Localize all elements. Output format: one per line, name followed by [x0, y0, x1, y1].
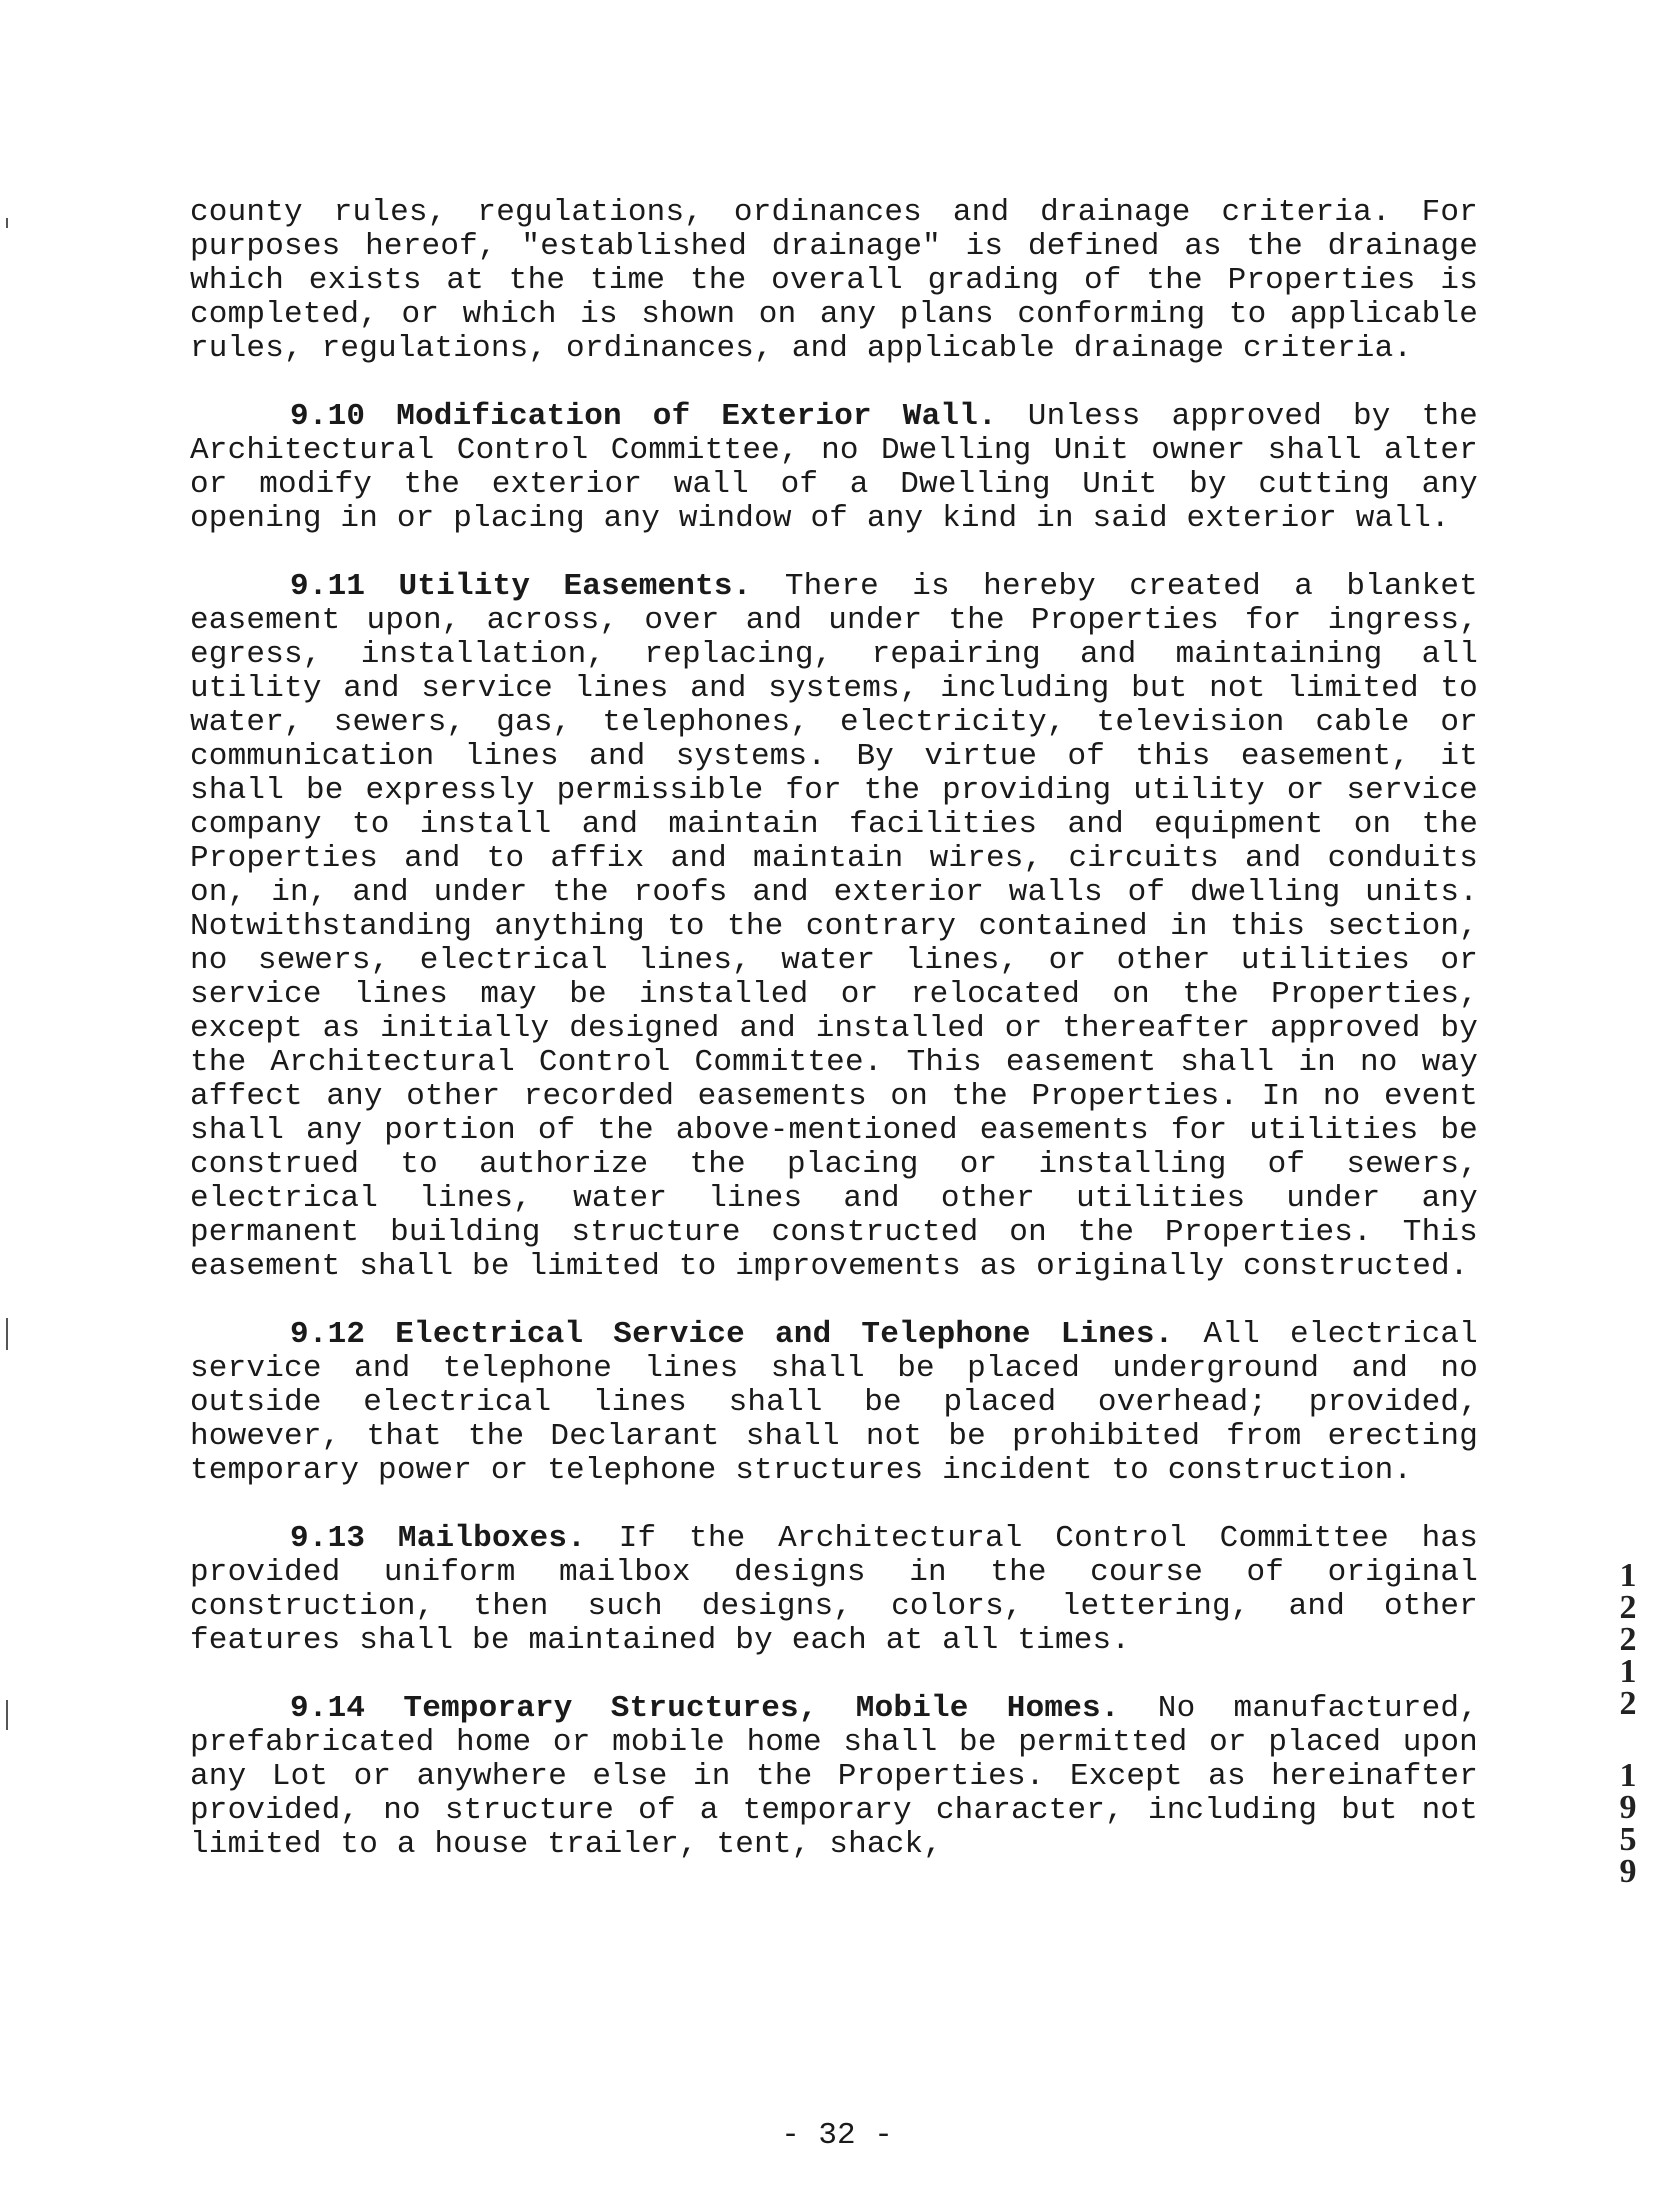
section-body: There is hereby created a blanket easement upon, across, over and under the Properties for ingress, egress, installation, replacing, repairing and maintaining all utility and service lines and systems, including but not limited to water, sewers, gas, telephones, electricity, television cable or communication lines and systems. By virtue of this easement, it shall be expressly permissible for the providing utility or service company to install and maintain facilities and equipment on the Properties and to affix and maintain wires, circuits and conduits on, in, and under the roofs and exterior walls of dwelling units. Notwithstanding anything to the contrary contained in this section, no sewers, electrical lines, water lines, or other utilities or service lines may be installed or relocated on the Properties, except as initially designed and installed or thereafter approved by the Architectural Control Committee. This easement shall in no way affect any other recorded easements on the Properties. In no event shall any portion of the above-mentioned easements for utilities be construed to authorize the placing or installing of sewers, electrical lines, water lines and other utilities under any permanent building structure constructed on the Properties. This easement shall be limited to improvements as originally constructed.: [190, 569, 1478, 1284]
section-body: If the Architectural Control Committee has provided uniform mailbox designs in the course of original construction, then such designs, colors, lettering, and other features shall be maintained by each at all times.: [190, 1521, 1479, 1658]
stamp-digit: 5: [1619, 1821, 1637, 1858]
stamp-digit: 2: [1619, 1589, 1637, 1626]
section-9-13: [190, 1522, 1478, 1658]
continued-paragraph: county rules, regulations, ordinances and drainage criteria. For purposes hereof, "established drainage" is defined as the drainage which exists at the time the overall grading of the Properties is completed, or which is shown on any plans conforming to applicable rules, regulations, ordinances, and applicable drainage criteria.: [190, 195, 1478, 366]
section-9-10: [190, 400, 1478, 536]
document-body: [190, 196, 1478, 1896]
scan-artifact-mark: [6, 1318, 8, 1350]
stamp-digit: 1: [1619, 1653, 1637, 1690]
margin-stamp-top: [1608, 1557, 1648, 1722]
section-body: Unless approved by the Architectural Control Committee, no Dwelling Unit owner shall alter or modify the exterior wall of a Dwelling Unit by cutting any opening in or placing any window of any kind in said exterior wall.: [190, 399, 1478, 536]
stamp-digit: 1: [1619, 1757, 1637, 1794]
page-number: - 32 -: [781, 2118, 893, 2153]
scan-artifact-mark: [6, 1700, 8, 1730]
stamp-digit: 2: [1619, 1685, 1637, 1722]
scan-artifact-mark: [6, 218, 8, 228]
section-body: No manufactured, prefabricated home or mobile home shall be permitted or placed upon any Lot or anywhere else in the Properties. Except as hereinafter provided, no structure of a temporary character, including but not limited to a house trailer, tent, shack,: [190, 1691, 1479, 1862]
section-body: All electrical service and telephone lines shall be placed underground and no outside electrical lines shall be placed overhead; provided, however, that the Declarant shall not be prohibited from erecting temporary power or telephone structures incident to construction.: [190, 1317, 1478, 1488]
margin-stamp-bottom: [1608, 1757, 1648, 1890]
section-heading: 9.14 Temporary Structures, Mobile Homes.: [290, 1691, 1120, 1726]
section-9-14: [190, 1692, 1478, 1862]
stamp-digit: 1: [1619, 1557, 1637, 1594]
section-heading: 9.11 Utility Easements.: [290, 569, 752, 604]
stamp-digit: 2: [1619, 1621, 1637, 1658]
section-heading: 9.12 Electrical Service and Telephone Lines.: [290, 1317, 1174, 1352]
section-9-11: [190, 570, 1478, 1284]
stamp-digit: 9: [1619, 1789, 1637, 1826]
section-heading: 9.13 Mailboxes.: [290, 1521, 586, 1556]
section-9-12: [190, 1318, 1478, 1488]
stamp-digit: 9: [1619, 1853, 1637, 1890]
section-heading: 9.10 Modification of Exterior Wall.: [290, 399, 997, 434]
